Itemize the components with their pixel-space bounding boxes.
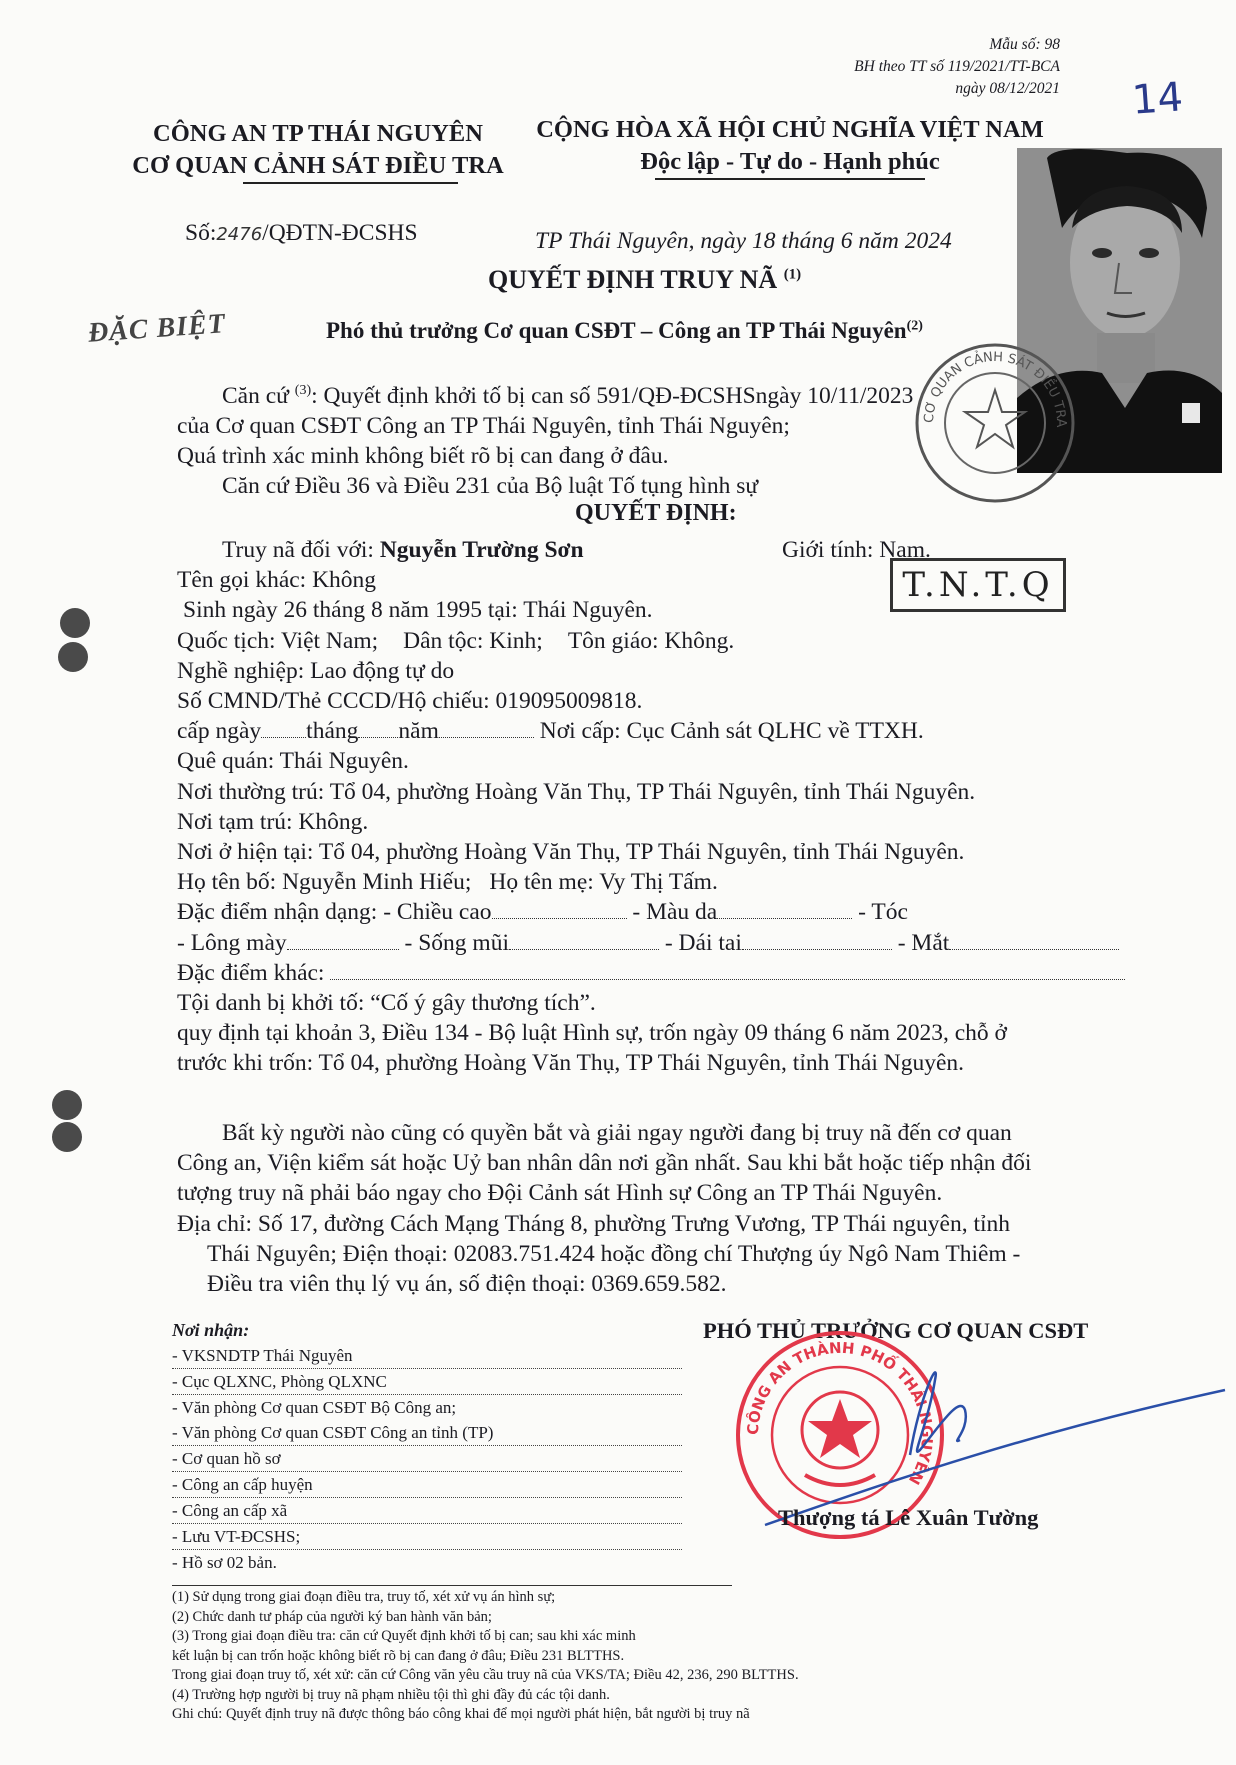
footnote-line: Ghi chú: Quyết định truy nã được thông báo công khai để mọi người phát hiện, bắt người bị truy nã: [172, 1706, 750, 1722]
nation-header: [520, 114, 1060, 178]
doc-number-suffix: /QĐTN-ĐCSHS: [262, 220, 418, 246]
footnote-divider: [172, 1585, 732, 1586]
basis-line2: của Cơ quan CSĐT Công an TP Thái Nguyên, tỉnh Thái Nguyên;: [177, 413, 790, 440]
seal-text: CƠ QUAN CẢNH SÁT ĐIỀU TRA: [921, 349, 1069, 428]
recipient-item: - Văn phòng Cơ quan CSĐT Công an tỉnh (TP): [172, 1420, 682, 1446]
punch-hole: [58, 642, 88, 672]
punch-hole: [60, 608, 90, 638]
temporary-line: Nơi tạm trú: Không.: [177, 808, 369, 835]
notice-p1: Bất kỳ người nào cũng có quyền bắt và giải ngay người đang bị truy nã đến cơ quan: [222, 1120, 1012, 1146]
form-meta: [854, 34, 1060, 100]
alias-line: Tên gọi khác: Không: [177, 567, 377, 594]
wanted-line: Truy nã đối với: Nguyễn Trường Sơn Giới tính: Nam.: [177, 535, 1177, 565]
subject-section: [177, 535, 1177, 1079]
signer-name: Thượng tá Lê Xuân Tường: [778, 1505, 1039, 1530]
punch-hole: [52, 1090, 82, 1120]
occupation-line: Nghề nghiệp: Lao động tự do: [177, 657, 455, 684]
agency-line1: CÔNG AN TP THÁI NGUYÊN: [153, 120, 483, 147]
birth-line: Sinh ngày 26 tháng 8 năm 1995 tại: Thái Nguyên.: [183, 597, 653, 624]
notice-p4: Địa chỉ: Số 17, đường Cách Mạng Tháng 8, phường Trưng Vương, TP Thái nguyên, tỉnh: [177, 1210, 1011, 1237]
notice-section: [177, 1118, 1147, 1299]
wanted-name: Nguyễn Trường Sơn: [379, 537, 584, 563]
footnote-line: (2) Chức danh tư pháp của người ký ban hành văn bản;: [172, 1608, 492, 1625]
authority-line: [326, 318, 923, 344]
recipient-item: - Công an cấp huyện: [172, 1472, 682, 1498]
recipient-item: - VKSNDTP Thái Nguyên: [172, 1343, 682, 1369]
footnote-line: (3) Trong giai đoạn điều tra: căn cứ Quyết định khởi tố bị can; sau khi xác minh: [172, 1628, 636, 1644]
nationality-line: Quốc tịch: Việt Nam; Dân tộc: Kinh; Tôn giáo: Không.: [177, 627, 735, 654]
form-meta-line3: ngày 08/12/2021: [955, 80, 1060, 97]
decide-heading: QUYẾT ĐỊNH:: [575, 500, 737, 526]
basis-line1: Căn cứ $^{(3)}$: Quyết định khởi tố bị can số 591/QĐ-ĐCSHSngày 10/11/2023: [222, 382, 914, 409]
doc-number-prefix: Số:: [185, 220, 217, 246]
footnote-line: (4) Trường hợp người bị truy nã phạm nhiều tội thì ghi đầy đủ các tội danh.: [172, 1686, 610, 1703]
document-number: [185, 218, 418, 250]
nation-line1: CỘNG HÒA XÃ HỘI CHỦ NGHĨA VIỆT NAM: [536, 116, 1044, 143]
recipients-label: Nơi nhận:: [172, 1320, 250, 1340]
footnote-line: Trong giai đoạn truy tố, xét xử: căn cứ Công văn yêu cầu truy nã của VKS/TA; Điều 42, 236, 290 BLTTHS.: [172, 1667, 799, 1683]
title-sup: (1): [783, 266, 802, 283]
agency-underline: [243, 182, 458, 184]
recipients: [172, 1318, 682, 1575]
agency-header: [118, 118, 518, 182]
footnote-line: (1) Sử dụng trong giai đoạn điều tra, truy tố, xét xử vụ án hình sự;: [172, 1589, 556, 1605]
document-title: [488, 265, 801, 295]
special-mark: ĐẶC BIỆT: [87, 308, 227, 349]
recipient-item: - Cơ quan hồ sơ: [172, 1446, 682, 1472]
permanent-line: Nơi thường trú: Tổ 04, phường Hoàng Văn Thụ, TP Thái Nguyên, tỉnh Thái Nguyên.: [177, 778, 976, 805]
features-line1: Đặc điểm nhận dạng: - Chiều cao - Màu da - Tóc: [177, 899, 908, 926]
crime-line: Tội danh bị khởi tố: “Cố ý gây thương tích”.: [177, 990, 596, 1017]
handwritten-page-number: 14: [1130, 74, 1185, 124]
gender: Giới tính: Nam.: [782, 537, 931, 563]
form-meta-line1: Mẫu số: 98: [989, 36, 1060, 53]
before-escape-line: trước khi trốn: Tổ 04, phường Hoàng Văn Thụ, TP Thái Nguyên, tỉnh Thái Nguyên.: [177, 1050, 965, 1077]
id-line: Số CMND/Thẻ CCCD/Hộ chiếu: 019095009818.: [177, 688, 643, 715]
other-features-line: Đặc điểm khác:: [177, 958, 1177, 988]
footnotes: [172, 1588, 1172, 1725]
features-line2: - Lông mày - Sống mũi - Dái tai - Mắt: [177, 928, 1177, 958]
basis-line3: Quá trình xác minh không biết rõ bị can đang ở đâu.: [177, 443, 669, 470]
footnote-line: kết luận bị can trốn hoặc không biết rõ bị can đang ở đâu; Điều 231 BLTTHS.: [172, 1647, 625, 1664]
punch-hole: [52, 1122, 82, 1152]
issue-line: cấp ngày tháng năm Nơi cấp: Cục Cảnh sát QLHC về TTXH.: [177, 718, 924, 745]
recipient-item: - Cục QLXNC, Phòng QLXNC: [172, 1369, 682, 1395]
tntq-stamp: T.N.T.Q: [890, 558, 1066, 612]
agency-line2: CƠ QUAN CẢNH SÁT ĐIỀU TRA: [132, 152, 504, 179]
recipient-item: - Văn phòng Cơ quan CSĐT Bộ Công an;: [172, 1398, 457, 1417]
title-text: QUYẾT ĐỊNH TRUY NÃ: [488, 265, 778, 294]
recipient-item: - Hồ sơ 02 bản.: [172, 1553, 277, 1572]
authority-sup: (2): [906, 318, 923, 334]
parents-line: Họ tên bố: Nguyễn Minh Hiếu; Họ tên mẹ: Vy Thị Tấm.: [177, 869, 718, 896]
basis-line4: Căn cứ Điều 36 và Điều 231 của Bộ luật Tố tụng hình sự: [222, 473, 759, 500]
signer-title: PHÓ THỦ TRƯỞNG CƠ QUAN CSĐT: [703, 1318, 1089, 1343]
basis-section: [177, 376, 1057, 502]
notice-p6: Điều tra viên thụ lý vụ án, số điện thoại: 0369.659.582.: [207, 1271, 727, 1298]
notice-p2: Công an, Viện kiểm sát hoặc Uỷ ban nhân dân nơi gần nhất. Sau khi bắt hoặc tiếp nhận đối: [177, 1150, 1032, 1177]
notice-p3: tượng truy nã phải báo ngay cho Đội Cảnh sát Hình sự Công an TP Thái Nguyên.: [177, 1180, 943, 1207]
notice-p5: Thái Nguyên; Điện thoại: 02083.751.424 hoặc đồng chí Thượng úy Ngô Nam Thiêm -: [207, 1240, 1021, 1267]
recipient-item: - Công an cấp xã: [172, 1498, 682, 1524]
recipient-list: [172, 1343, 682, 1575]
law-line: quy định tại khoản 3, Điều 134 - Bộ luật Hình sự, trốn ngày 09 tháng 6 năm 2023, chỗ ở: [177, 1020, 1007, 1047]
current-line: Nơi ở hiện tại: Tổ 04, phường Hoàng Văn Thụ, TP Thái Nguyên, tỉnh Thái Nguyên.: [177, 839, 965, 866]
hometown-line: Quê quán: Thái Nguyên.: [177, 748, 409, 775]
motto-underline: [655, 178, 925, 180]
form-meta-line2: BH theo TT số 119/2021/TT-BCA: [854, 58, 1060, 75]
place-date: TP Thái Nguyên, ngày 18 tháng 6 năm 2024: [535, 228, 952, 254]
recipient-item: - Lưu VT-ĐCSHS;: [172, 1524, 682, 1550]
red-seal-text: CÔNG AN THÀNH PHỐ THÁI NGUYÊN: [743, 1338, 937, 1488]
doc-number-handwritten: 2476: [216, 224, 263, 245]
authority-text: Phó thủ trưởng Cơ quan CSĐT – Công an TP Thái Nguyên: [326, 318, 907, 343]
nation-line2: Độc lập - Tự do - Hạnh phúc: [640, 148, 940, 175]
